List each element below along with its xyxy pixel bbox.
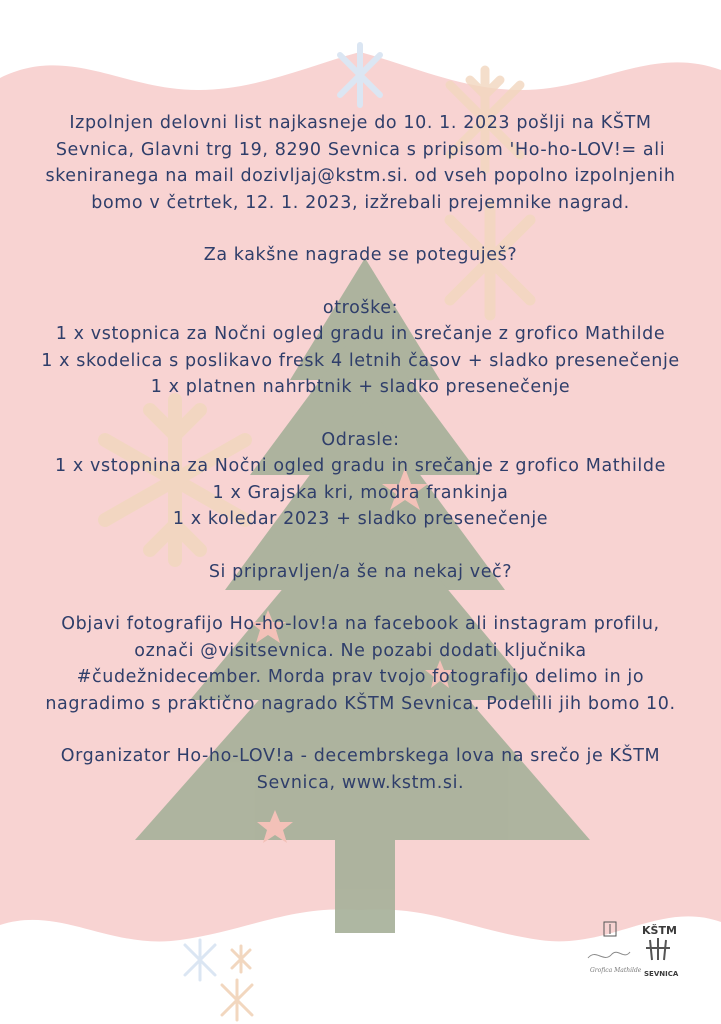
logos xyxy=(586,920,696,980)
prize-item: 1 x koledar 2023 + sladko presenečenje xyxy=(172,509,549,529)
prize-item: 1 x vstopnica za Nočni ogled gradu in srečanje z grofico Mathilde xyxy=(55,324,666,344)
more-question: Si pripravljen/a še na nekaj več? xyxy=(208,561,513,582)
kids-heading: otroške: xyxy=(322,297,399,318)
prize-item: 1 x vstopnina za Nočni ogled gradu in srečanje z grofico Mathilde xyxy=(55,456,666,476)
adults-heading: Odrasle: xyxy=(321,429,400,450)
signature-logo xyxy=(588,922,642,974)
prize-item: 1 x skodelica s poslikavo fresk 4 letnih časov + sladko presenečenje xyxy=(41,350,680,371)
prize-item: 1 x platnen nahrbtnik + sladko presenečenje xyxy=(150,377,571,397)
kids-prizes xyxy=(40,295,681,401)
prizes-question: Za kakšne nagrade se potegujеš? xyxy=(203,245,518,265)
svg-text:SEVNICA: SEVNICA xyxy=(644,970,679,978)
adult-prizes xyxy=(40,427,681,533)
main-text xyxy=(40,110,681,822)
prize-item: 1 x Grajska kri, modra frankinja xyxy=(212,482,509,503)
kstm-logo xyxy=(642,924,679,978)
svg-text:Grofica Mathilde: Grofica Mathilde xyxy=(590,967,642,974)
snowflake-icon xyxy=(222,946,252,1020)
intro-paragraph: Izpolnjen delovni list najkasneje do 10. 1. 2023 pošlji na KŠTM Sevnica, Glavni trg 19, 8290 Sevnica s pripisom 'Ho-ho-LOV!= ali skeniranega na mail dozivljaj@kstm.si. od vseh popolno izpolnjenih bomo v četrtek, 12. 1. 2023, izžrebali prejemnike nagrad. xyxy=(45,113,676,213)
svg-text:KŠTM: KŠTM xyxy=(642,924,677,937)
organizer-paragraph: Organizator Ho-ho-LOV!a - decembrskega lova na srečo je KŠTM Sevnica, www.kstm.si. xyxy=(60,746,661,793)
social-paragraph: Objavi fotografijo Ho-ho-lov!a na facebook ali instagram profilu, označi @visitsevnica. Ne pozabi dodati ključnika #čudežnidecember. Morda prav tvojo fotografijo delimo in jo nagradimo s praktično nagrado KŠTM Sevnica. Podelili jih bomo 10. xyxy=(45,614,676,714)
snowflake-icon xyxy=(185,940,215,980)
